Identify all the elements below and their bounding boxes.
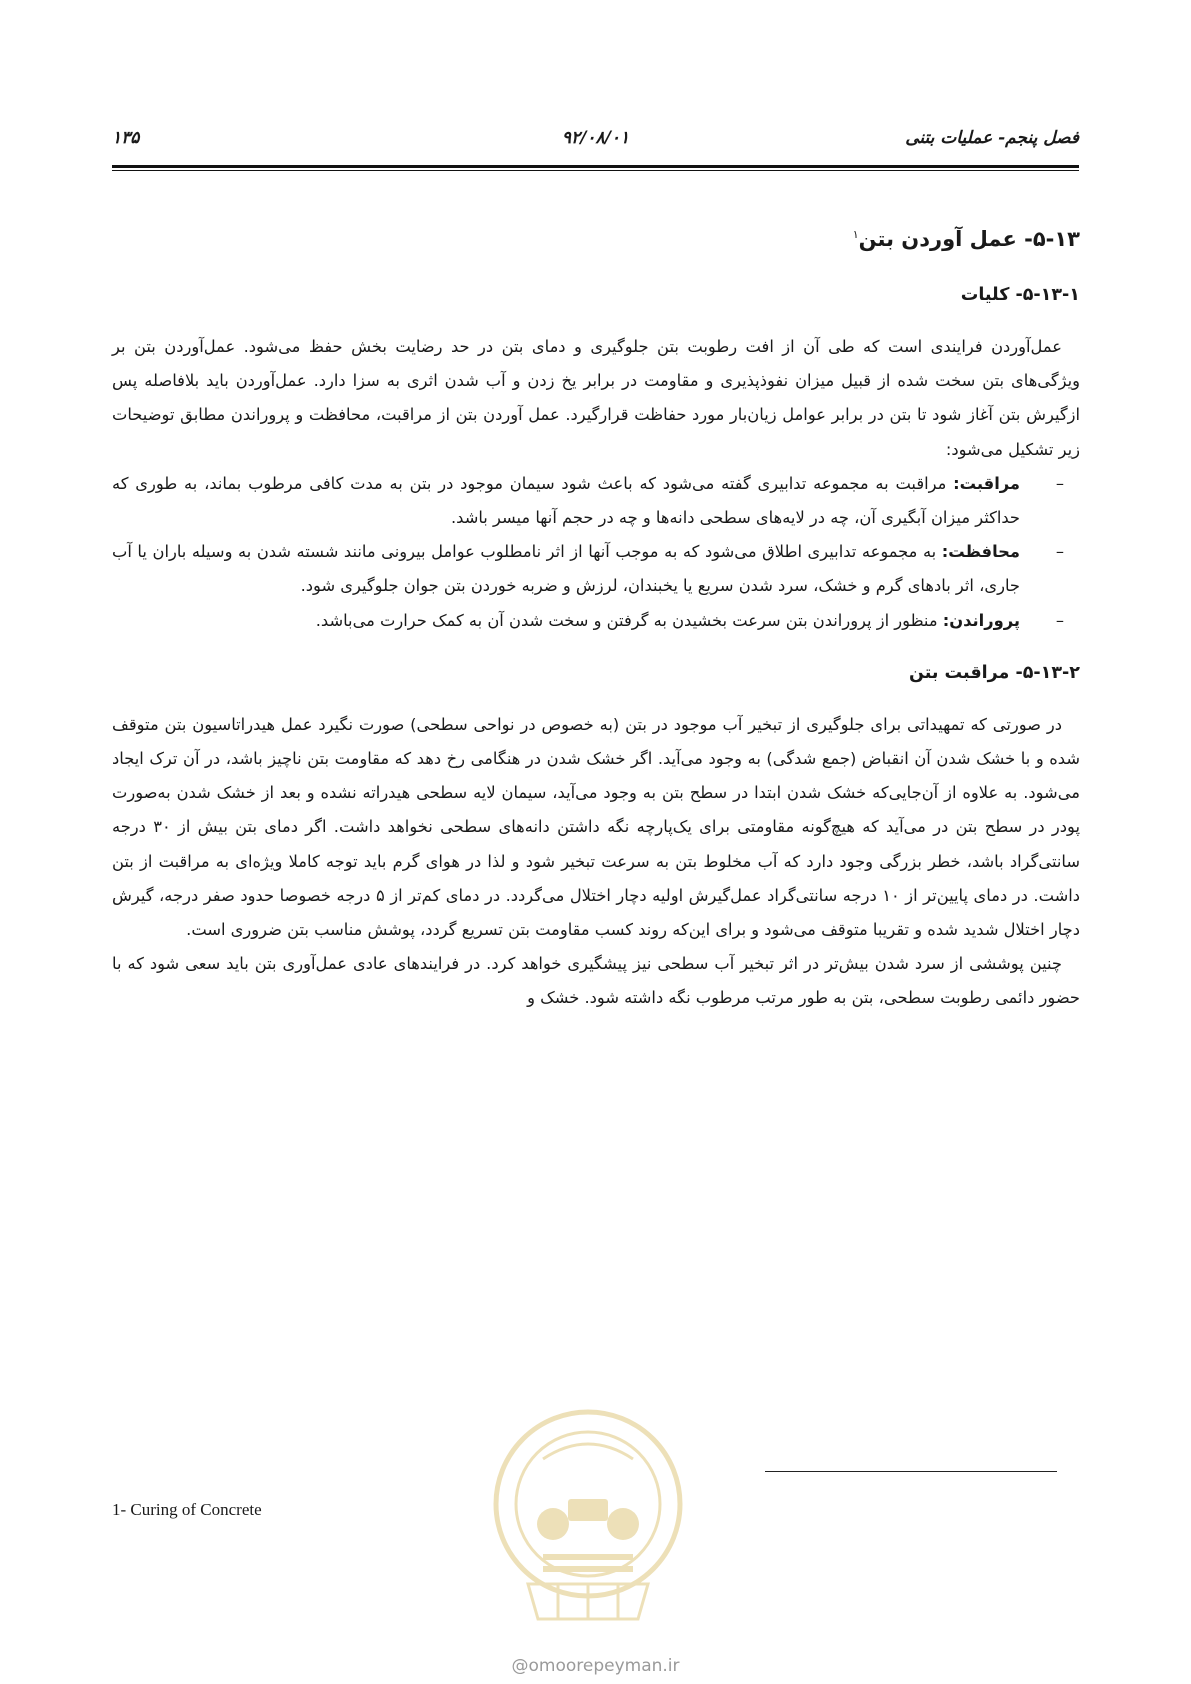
footnote-mark: ۱ bbox=[852, 228, 859, 241]
paragraph-general: عمل‌آوردن فرایندی است که طی آن از افت رطوبت بتن جلوگیری و دمای بتن در حد رضایت بخش حفظ می‌شود. عمل‌آوردن بتن بر ویژگی‌های بتن سخت شده از قبیل میزان نفوذپذیری و مقاومت در برابر یخ زدن و آب شدن اثری به سزا دارد. عمل‌آوردن باید بلافاصله پس ازگیرش بتن آغاز شود تا بتن در برابر عوامل زیان‌بار مورد حفاظت قرارگیرد. عمل آوردن بتن از مراقبت، محافظت و پروراندن مطابق توضیحات زیر تشکیل می‌شود: bbox=[112, 337, 1080, 459]
running-header bbox=[112, 118, 1079, 154]
main-content bbox=[112, 200, 1080, 1016]
bullet-term: مراقبت: bbox=[953, 473, 1020, 493]
footnote-rule bbox=[765, 1471, 1057, 1472]
bullet-term: پروراندن: bbox=[942, 610, 1020, 630]
bullet-text: به مجموعه تدابیری اطلاق می‌شود که به موجب آنها از اثر نامطلوب عوامل بیرونی مانند شسته شدن به وسیله باران یا آب جاری، اثر بادهای گرم و خشک، سرد شدن سریع یا یخبندان، لرزش و ضربه خوردن بتن جوان جلوگیری شود. bbox=[112, 542, 1020, 596]
section-heading: ۵-۱۳- عمل آوردن بتن$^۱$ bbox=[852, 227, 1080, 251]
list-item bbox=[112, 604, 1080, 638]
paragraph-curing-1: در صورتی که تمهیداتی برای جلوگیری از تبخیر آب موجود در بتن (به خصوص در نواحی سطحی) صورت نگیرد عمل هیدراتاسیون بتن متوقف شده و با خشک شدن آن انقباض (جمع شدگی) به وجود می‌آید. اگر خشک شدن در هنگامی رخ دهد که مقاومت بتن ناچیز باشد، در آن ترک ایجاد می‌شود. به علاوه از آن‌جایی‌که خشک شدن ابتدا در سطح بتن به وجود می‌آید، سیمان لایه سطحی هیدراته نشده و بعد از خشک شدن به‌صورت پودر در سطح بتن در می‌آید که هیچ‌گونه مقاومتی برای یک‌پارچه نگه داشتن دانه‌های سطحی نخواهد داشت. اگر دمای بتن بیش از ۳۰ درجه سانتی‌گراد باشد، خطر بزرگی وجود دارد که آب مخلوط بتن به سرعت تبخیر شود و لذا در هوای گرم باید توجه کاملا ویژه‌ای به مراقبت از بتن داشت. در دمای پایین‌تر از ۱۰ درجه سانتی‌گراد عمل‌گیرش اولیه دچار اختلال می‌گردد. در دمای کم‌تر از ۵ درجه خصوصا حدود صفر درجه، گیرش دچار اختلال شدید شده و تقریبا متوقف می‌شود و برای این‌که روند کسب مقاومت بتن تسریع گردد، پوشش مناسب بتن ضروری است. bbox=[112, 714, 1080, 940]
chapter-title: فصل پنجم- عملیات بتنی bbox=[905, 128, 1079, 148]
dash-bullet: – bbox=[1055, 473, 1064, 493]
dash-bullet: – bbox=[1055, 542, 1064, 562]
seal-icon bbox=[488, 1404, 688, 1634]
bullet-text: منظور از پروراندن بتن سرعت بخشیدن به گرفتن و سخت شدن آن به کمک حرارت می‌باشد. bbox=[315, 610, 943, 630]
watermark-site: @omoorepeyman.ir bbox=[511, 1656, 680, 1676]
header-date: ۹۲/۰۸/۰۱ bbox=[561, 128, 630, 148]
header-rule bbox=[112, 165, 1079, 171]
subsection-heading-curing: ۵-۱۳-۲- مراقبت بتن bbox=[908, 662, 1080, 683]
subsection-heading-general: ۵-۱۳-۱- کلیات bbox=[960, 285, 1080, 305]
list-item bbox=[112, 467, 1080, 535]
footnote: 1- Curing of Concrete bbox=[112, 1500, 262, 1519]
paragraph-curing-2: چنین پوششی از سرد شدن بیش‌تر در اثر تبخیر آب سطحی نیز پیشگیری خواهد کرد. در فرایندهای عادی عمل‌آوری بتن باید سعی شود که با حضور دائمی رطوبت سطحی، بتن به طور مرتب مرطوب نگه داشته شود. خشک و bbox=[112, 954, 1080, 1008]
list-item bbox=[112, 535, 1080, 603]
page-number: ۱۳۵ bbox=[112, 128, 140, 148]
bullet-term: محافظت: bbox=[941, 542, 1020, 562]
bullet-text: مراقبت به مجموعه تدابیری گفته می‌شود که باعث شود سیمان موجود در بتن به مدت کافی مرطوب بماند، به طوری که حداکثر میزان آبگیری آن، چه در لایه‌های سطحی دانه‌ها و چه در حجم آنها میسر باشد. bbox=[112, 473, 1020, 528]
dash-bullet: – bbox=[1055, 610, 1064, 630]
